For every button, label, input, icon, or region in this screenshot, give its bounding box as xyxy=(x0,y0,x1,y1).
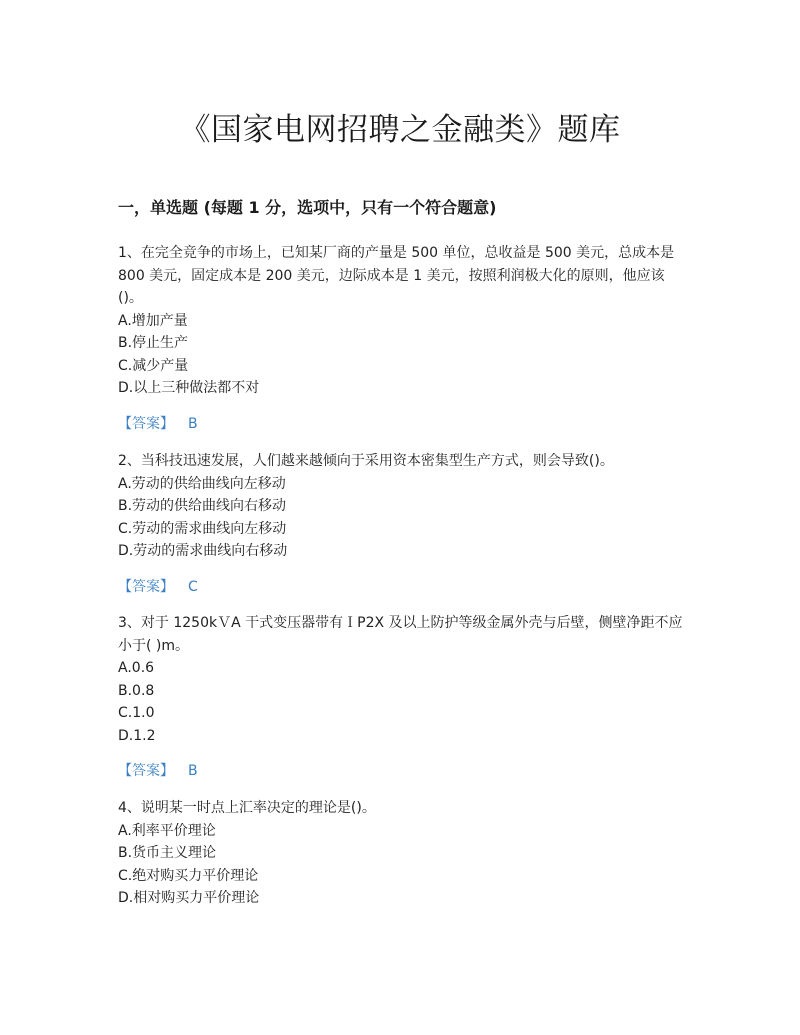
answer-value: B xyxy=(188,415,198,432)
option-c: C.减少产量 xyxy=(118,357,189,374)
question-2 xyxy=(118,450,688,598)
option-b: B.停止生产 xyxy=(118,335,189,351)
answer-label: 【答案】 xyxy=(118,763,174,779)
option-d: D.1.2 xyxy=(118,727,156,744)
option-d: D.劳动的需求曲线向右移动 xyxy=(118,543,288,559)
answer-value: B xyxy=(188,763,198,779)
question-stem: 3、对于 1250kＶA 干式变压器带有ＩP2X 及以上防护等级金属外壳与后壁，侧壁净距不应小于( )m。 xyxy=(118,615,683,654)
option-c: C.1.0 xyxy=(118,705,155,721)
question-4 xyxy=(118,797,688,910)
answer-line xyxy=(118,413,688,435)
option-list xyxy=(118,310,688,400)
option-b: B.货币主义理论 xyxy=(118,845,217,861)
option-a: A.劳动的供给曲线向左移动 xyxy=(118,475,286,492)
option-a: A.利率平价理论 xyxy=(118,822,216,839)
question-stem: 1、在完全竞争的市场上，已知某厂商的产量是 500 单位，总收益是 500 美元，总成本是 800 美元，固定成本是 200 美元，边际成本是 1 美元，按照利润极大化的原则，他应该()。 xyxy=(118,245,675,306)
question-stem: 4、说明某一时点上汇率决定的理论是()。 xyxy=(118,800,376,816)
question-1 xyxy=(118,242,688,435)
option-b: B.劳动的供给曲线向右移动 xyxy=(118,498,287,514)
option-a: A.增加产量 xyxy=(118,312,188,329)
option-list xyxy=(118,657,688,747)
answer-label: 【答案】 xyxy=(118,578,174,595)
option-list xyxy=(118,820,688,910)
answer-line xyxy=(118,576,688,598)
document-title: 《国家电网招聘之金融类》题库 xyxy=(179,112,621,148)
answer-label: 【答案】 xyxy=(118,415,174,432)
option-d: D.相对购买力平价理论 xyxy=(118,890,260,906)
question-stem: 2、当科技迅速发展，人们越来越倾向于采用资本密集型生产方式，则会导致()。 xyxy=(118,453,614,469)
answer-value: C xyxy=(188,578,198,595)
answer-line xyxy=(118,760,688,782)
option-d: D.以上三种做法都不对 xyxy=(118,380,260,396)
option-list xyxy=(118,473,688,563)
question-3 xyxy=(118,612,688,782)
section-heading: 一，单选题 (每题 1 分，选项中，只有一个符合题意) xyxy=(118,198,497,217)
option-c: C.绝对购买力平价理论 xyxy=(118,867,259,884)
option-a: A.0.6 xyxy=(118,660,155,676)
option-b: B.0.8 xyxy=(118,682,155,699)
option-c: C.劳动的需求曲线向左移动 xyxy=(118,520,287,537)
